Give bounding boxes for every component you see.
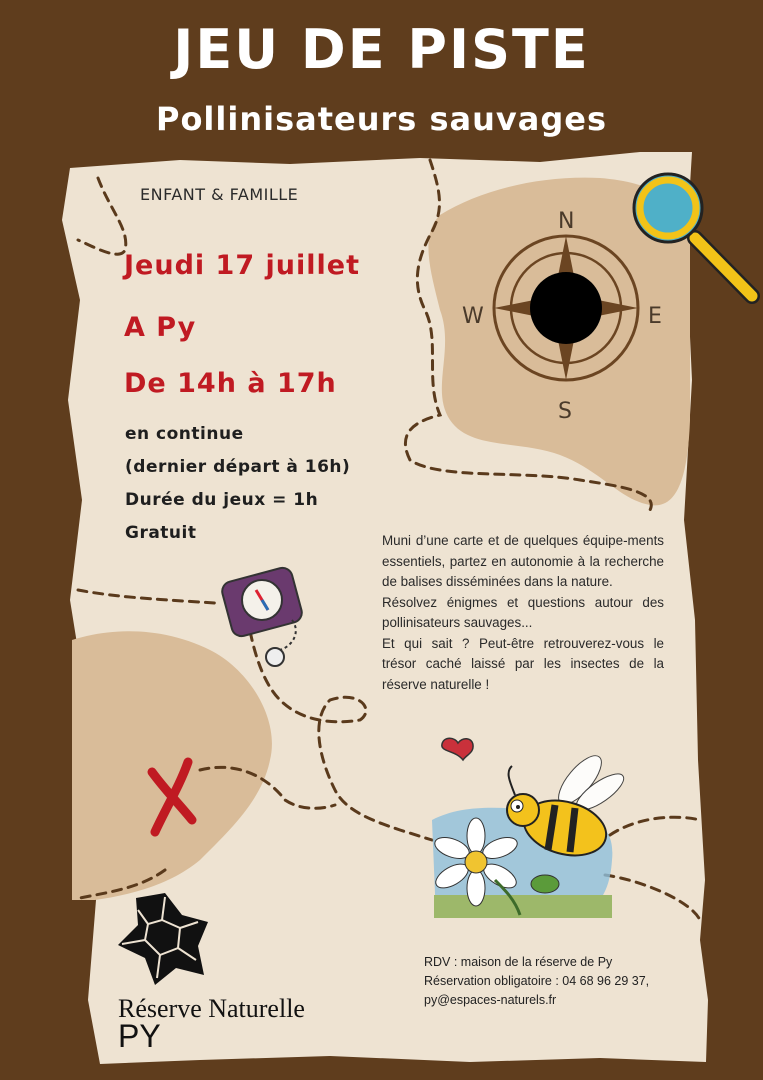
description-paragraph: Et qui sait ? Peut-être retrouverez-vous le trésor caché laissé par les insectes de la réserve naturelle ! — [382, 635, 664, 692]
compass-s-letter: S — [558, 399, 572, 424]
description-paragraph: Résolvez énigmes et questions autour des pollinisateurs sauvages... — [382, 594, 664, 630]
compass-n-letter: N — [558, 209, 575, 234]
reservation-line: Réservation obligatoire : 04 68 96 29 37, — [424, 974, 650, 988]
logo-name: Réserve Naturelle — [118, 994, 305, 1023]
detail-continuous: en continue — [125, 424, 244, 444]
poster-subtitle: Pollinisateurs sauvages — [155, 100, 607, 138]
compass-w-letter: W — [462, 304, 484, 329]
logo-py: PY — [118, 1018, 161, 1054]
description-block — [382, 531, 664, 695]
compass-rose-icon — [494, 236, 638, 380]
event-place: A Py — [124, 312, 197, 343]
contact-block — [424, 953, 724, 1010]
poster-title: JEU DE PISTE — [173, 18, 590, 81]
detail-last-departure: (dernier départ à 16h) — [125, 457, 351, 477]
description-paragraph: Muni d’une carte et de quelques équipe-ments essentiels, partez en autonomie à la recherche de balises disséminées dans la nature. — [382, 533, 664, 589]
audience-label: ENFANT & FAMILLE — [140, 185, 299, 204]
detail-duration: Durée du jeux = 1h — [125, 490, 319, 510]
event-hours: De 14h à 17h — [124, 368, 337, 399]
rdv-line: RDV : maison de la réserve de Py — [424, 955, 613, 969]
compass-e-letter: E — [648, 304, 662, 329]
contact-email[interactable]: py@espaces-naturels.fr — [424, 993, 557, 1007]
detail-price: Gratuit — [125, 523, 197, 543]
event-date: Jeudi 17 juillet — [124, 250, 360, 281]
